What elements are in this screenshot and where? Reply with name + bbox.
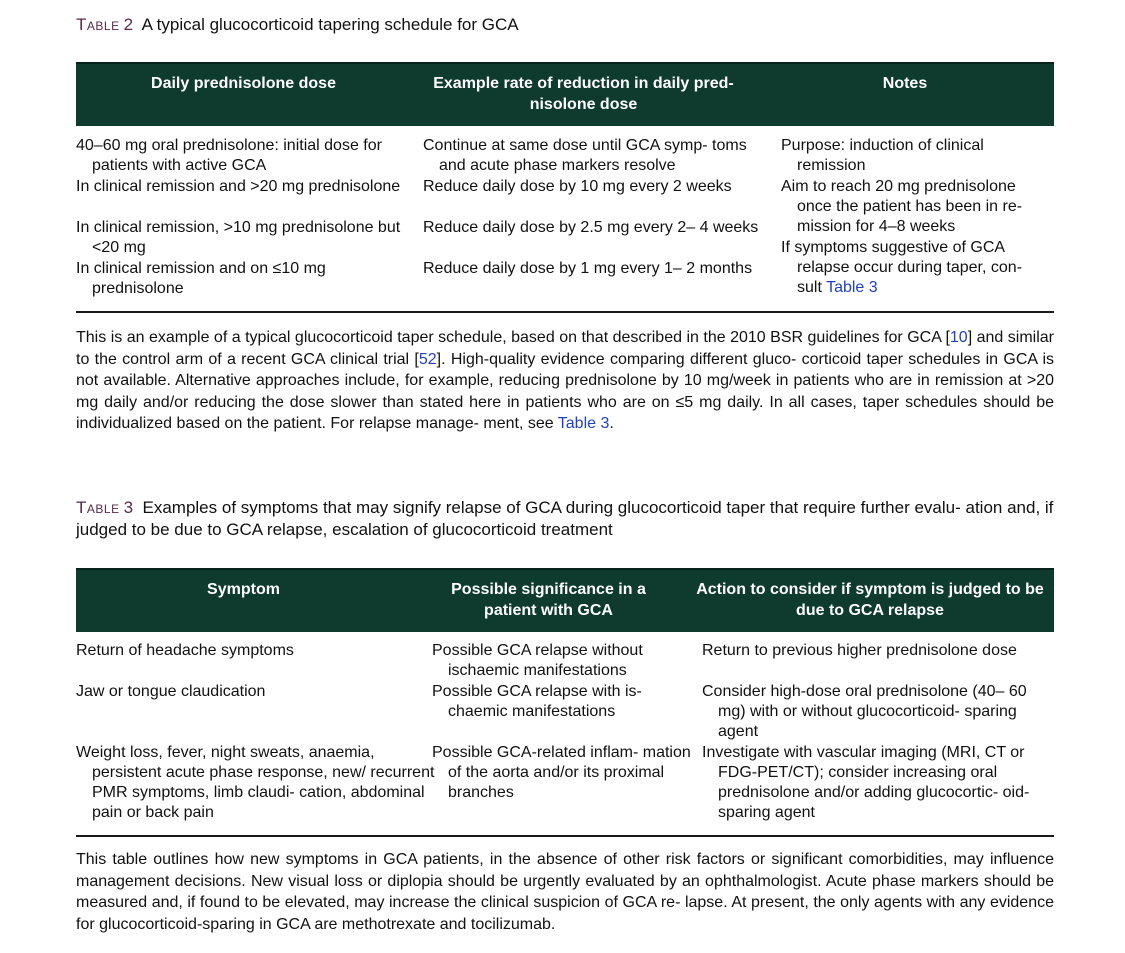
table2-footnote bbox=[76, 327, 1054, 435]
action-cell: Return to previous higher prednisolone dose bbox=[702, 642, 1017, 659]
table2-header bbox=[76, 62, 1054, 126]
action-cell: Investigate with vascular imaging (MRI, CT or FDG-PET/CT); consider increasing oral prednisolone and/or adding glucocortic- oid-sparing agent bbox=[702, 744, 1030, 821]
table2-cell-dose: In clinical remission and >20 mg prednisolone bbox=[76, 178, 401, 195]
table3-number: 3 bbox=[123, 498, 134, 517]
table3-header bbox=[76, 568, 1054, 632]
table2-cell-notes: Purpose: induction of clinical remission bbox=[781, 137, 984, 174]
table3-header-symptom: Symptom bbox=[207, 581, 280, 598]
footnote-text: ]. High-quality evidence comparing different gluco- corticoid taper schedules in GCA is not available. Alternative approaches include, for example, reducing prednisolone by 10 mg/week in patients who are in remission at >20 mg daily and/or reducing the dose slower than stated here in patients who are on ≤5 mg daily. In all cases, taper schedules should be individualized based on the patient. For relapse manage- ment, see bbox=[76, 350, 1055, 432]
table3-caption bbox=[76, 497, 1055, 541]
table2-header-rate: Example rate of reduction in daily pred- nisolone dose bbox=[433, 75, 734, 113]
table2-cell-rate: Reduce daily dose by 2.5 mg every 2– 4 weeks bbox=[423, 219, 759, 236]
table2-cell-dose: In clinical remission and on ≤10 mg prednisolone bbox=[76, 260, 326, 297]
table3-link[interactable]: Table 3 bbox=[557, 415, 610, 432]
table3-header-significance: Possible significance in a patient with GCA bbox=[451, 581, 646, 619]
significance-cell: Possible GCA relapse without ischaemic manifestations bbox=[432, 642, 643, 679]
table2-cell-notes bbox=[783, 238, 1054, 298]
table-row bbox=[76, 743, 1054, 823]
reference-link-10[interactable]: 10 bbox=[949, 329, 968, 346]
table-row bbox=[76, 641, 1054, 682]
table3-footnote: This table outlines how new symptoms in GCA patients, in the absence of other risk factors or significant comorbidities, may influence management decisions. New visual loss or diplopia should be urgently evaluated by an ophthalmologist. Acute phase markers should be measured and, if found to be elevated, may increase the clinical suspicion of GCA re- lapse. At present, the only agents with any evidence for glucocorticoid-sparing in GCA are methotrexate and tocilizumab. bbox=[76, 851, 1054, 933]
table3-header-action: Action to consider if symptom is judged to be due to GCA relapse bbox=[696, 581, 1044, 619]
symptom-cell: Weight loss, fever, night sweats, anaemia, persistent acute phase response, new/ recurrent PMR symptoms, limb claudi- cation, abdominal pain or back pain bbox=[76, 744, 435, 821]
reference-link-52[interactable]: 52 bbox=[418, 350, 437, 368]
table2-cell-notes: Aim to reach 20 mg prednisolone once the patient has been in re- mission for 4–8 weeks bbox=[781, 178, 1023, 235]
footnote-text: ] and similar to the control arm of a recent GCA clinical trial [ bbox=[76, 329, 1055, 368]
table2 bbox=[76, 62, 1054, 313]
table2-number: 2 bbox=[123, 15, 134, 34]
significance-cell: Possible GCA-related inflam- mation of the aorta and/or its proximal branches bbox=[432, 744, 691, 801]
table2-cell-rate: Continue at same dose until GCA symp- toms and acute phase markers resolve bbox=[423, 137, 747, 174]
table2-header-notes: Notes bbox=[882, 75, 928, 92]
table2-title: A typical glucocorticoid tapering schedule for GCA bbox=[141, 15, 519, 34]
table2-column-rate bbox=[423, 136, 783, 299]
action-cell: Consider high-dose oral prednisolone (40– 60 mg) with or without glucocorticoid- sparing agent bbox=[702, 683, 1027, 740]
table3-link[interactable]: Table 3 bbox=[826, 279, 878, 296]
table2-caption bbox=[76, 14, 1055, 36]
table-row bbox=[76, 682, 1054, 743]
table2-notes-text: If symptoms suggestive of GCA relapse occur during taper, con- sult bbox=[781, 239, 1023, 296]
footnote-text: This is an example of a typical glucocorticoid taper schedule, based on that described in the 2010 BSR guidelines for GCA [ bbox=[76, 329, 950, 346]
significance-cell: Possible GCA relapse with is- chaemic manifestations bbox=[432, 683, 642, 720]
table3-label: Table bbox=[76, 498, 120, 517]
table2-column-notes bbox=[783, 136, 1054, 299]
table2-body bbox=[76, 126, 1054, 311]
table2-cell-rate: Reduce daily dose by 10 mg every 2 weeks bbox=[423, 178, 732, 195]
table3-body bbox=[76, 632, 1054, 835]
table2-cell-dose: In clinical remission, >10 mg prednisolone but <20 mg bbox=[76, 219, 401, 256]
table2-cell-rate: Reduce daily dose by 1 mg every 1– 2 months bbox=[423, 260, 753, 277]
table3 bbox=[76, 568, 1054, 837]
footnote-text: . bbox=[609, 415, 614, 432]
table2-header-dose: Daily prednisolone dose bbox=[151, 75, 336, 92]
symptom-cell: Return of headache symptoms bbox=[76, 642, 294, 659]
table2-column-dose bbox=[76, 136, 423, 299]
table2-label: Table bbox=[76, 15, 120, 34]
table2-cell-dose: 40–60 mg oral prednisolone: initial dose for patients with active GCA bbox=[76, 137, 382, 174]
table3-title: Examples of symptoms that may signify relapse of GCA during glucocorticoid taper that require further evalu- ation and, if judged to be due to GCA relapse, escalation of glucocorticoid treatment bbox=[76, 498, 1054, 539]
symptom-cell: Jaw or tongue claudication bbox=[76, 683, 266, 700]
